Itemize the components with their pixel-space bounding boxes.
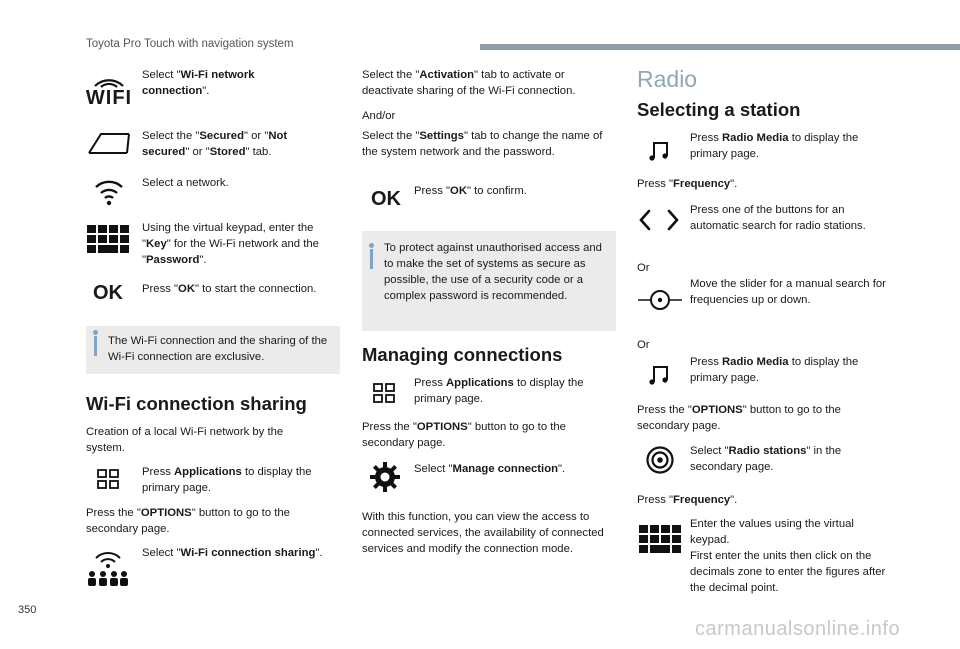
step-press-ok-connect: Press "OK" to start the connection. [142,283,317,295]
press-ok-confirm-text: Press "OK" to confirm. [414,185,527,197]
wifi-icon [92,176,126,208]
info-icon [93,330,98,335]
info-icon [369,243,374,248]
step-select-secured-tab: Select the "Secured" or "Not secured" or "Stored" tab. [142,130,288,158]
settings-tab-text: Select the "Settings" tab to change the name of the system network and the password. [362,130,603,158]
or-text-2: Or [637,339,650,351]
connection-sharing-icon [86,548,130,588]
wifi-icon-label: WIFI [85,87,133,109]
info-note-exclusive [86,326,340,374]
ok-icon [88,280,128,306]
step-select-wifi-sharing: Select "Wi-Fi connection sharing". [142,547,323,559]
press-options-text: Press the "OPTIONS" button to go to the secondary page. [362,421,566,449]
step-enter-key: Using the virtual keypad, enter the "Key" for the Wi-Fi network and the "Password". [142,222,319,266]
music-note-icon [646,362,672,388]
music-note-icon [646,138,672,164]
info-note-security [362,231,616,331]
note-text: To protect against unauthorised access and to make the set of systems as secure as possible, the use of a security code or a complex password is recommended. [384,242,602,302]
decimals-instruction-text: First enter the units then click on the decimals zone to enter the figures after the decimal point. [690,550,886,594]
step-press-applications: Press Applications to display the primary page. [142,466,312,494]
or-text-1: Or [637,262,650,274]
press-frequency-text-2: Press "Frequency". [637,494,738,506]
press-radio-media-text: Press Radio Media to display the primary page. [690,132,859,160]
tabs-icon [86,130,132,156]
wifi-connection-icon [86,68,132,114]
applications-icon [96,468,120,490]
radio-station-icon [644,444,676,476]
press-search-buttons-text: Press one of the buttons for an automatic search for radio stations. [690,204,866,232]
section-heading-wifi-sharing: Wi-Fi connection sharing [86,393,307,414]
step-select-wifi-network: Select "Wi-Fi network connection". [142,69,255,97]
watermark: carmanualsonline.info [695,618,901,640]
and-or-text: And/or [362,110,396,122]
header-rule [480,44,960,50]
select-manage-connection-text: Select "Manage connection". [414,463,566,475]
move-slider-text: Move the slider for a manual search for frequencies up or down. [690,278,886,306]
press-options-text-radio: Press the "OPTIONS" button to go to the secondary page. [637,404,841,432]
keypad-icon [638,522,682,556]
activation-tab-text: Select the "Activation" tab to activate or deactivate sharing of the Wi-Fi connection. [362,69,576,97]
ok-confirm-icon [366,186,406,212]
press-frequency-text: Press "Frequency". [637,178,738,190]
press-radio-media-text-2: Press Radio Media to display the primary page. [690,356,859,384]
note-text: The Wi-Fi connection and the sharing of the Wi-Fi connection are exclusive. [108,335,328,363]
select-radio-stations-text: Select "Radio stations" in the secondary page. [690,445,842,473]
press-applications-text: Press Applications to display the primary page. [414,377,584,405]
connection-function-text: With this function, you can view the access to connected services, the availability of connected services and modify the connection mode. [362,511,604,555]
ok-icon-label: OK [371,187,401,210]
step-press-options: Press the "OPTIONS" button to go to the secondary page. [86,507,290,535]
frequency-slider-icon [638,287,682,313]
section-heading-selecting-station: Selecting a station [637,99,801,120]
enter-values-text: Enter the values using the virtual keypad. [690,518,854,546]
wifi-sharing-intro: Creation of a local Wi-Fi network by the system. [86,426,284,454]
page-title: Radio [637,66,698,92]
keypad-icon [86,222,130,256]
section-heading-managing-connections: Managing connections [362,344,563,365]
ok-icon-label: OK [93,281,123,304]
step-select-network: Select a network. [142,177,229,189]
applications-icon [372,382,396,404]
page-number: 350 [18,604,37,616]
gear-icon [368,460,402,494]
seek-arrows-icon [636,206,682,234]
header-title: Toyota Pro Touch with navigation system [86,38,294,50]
